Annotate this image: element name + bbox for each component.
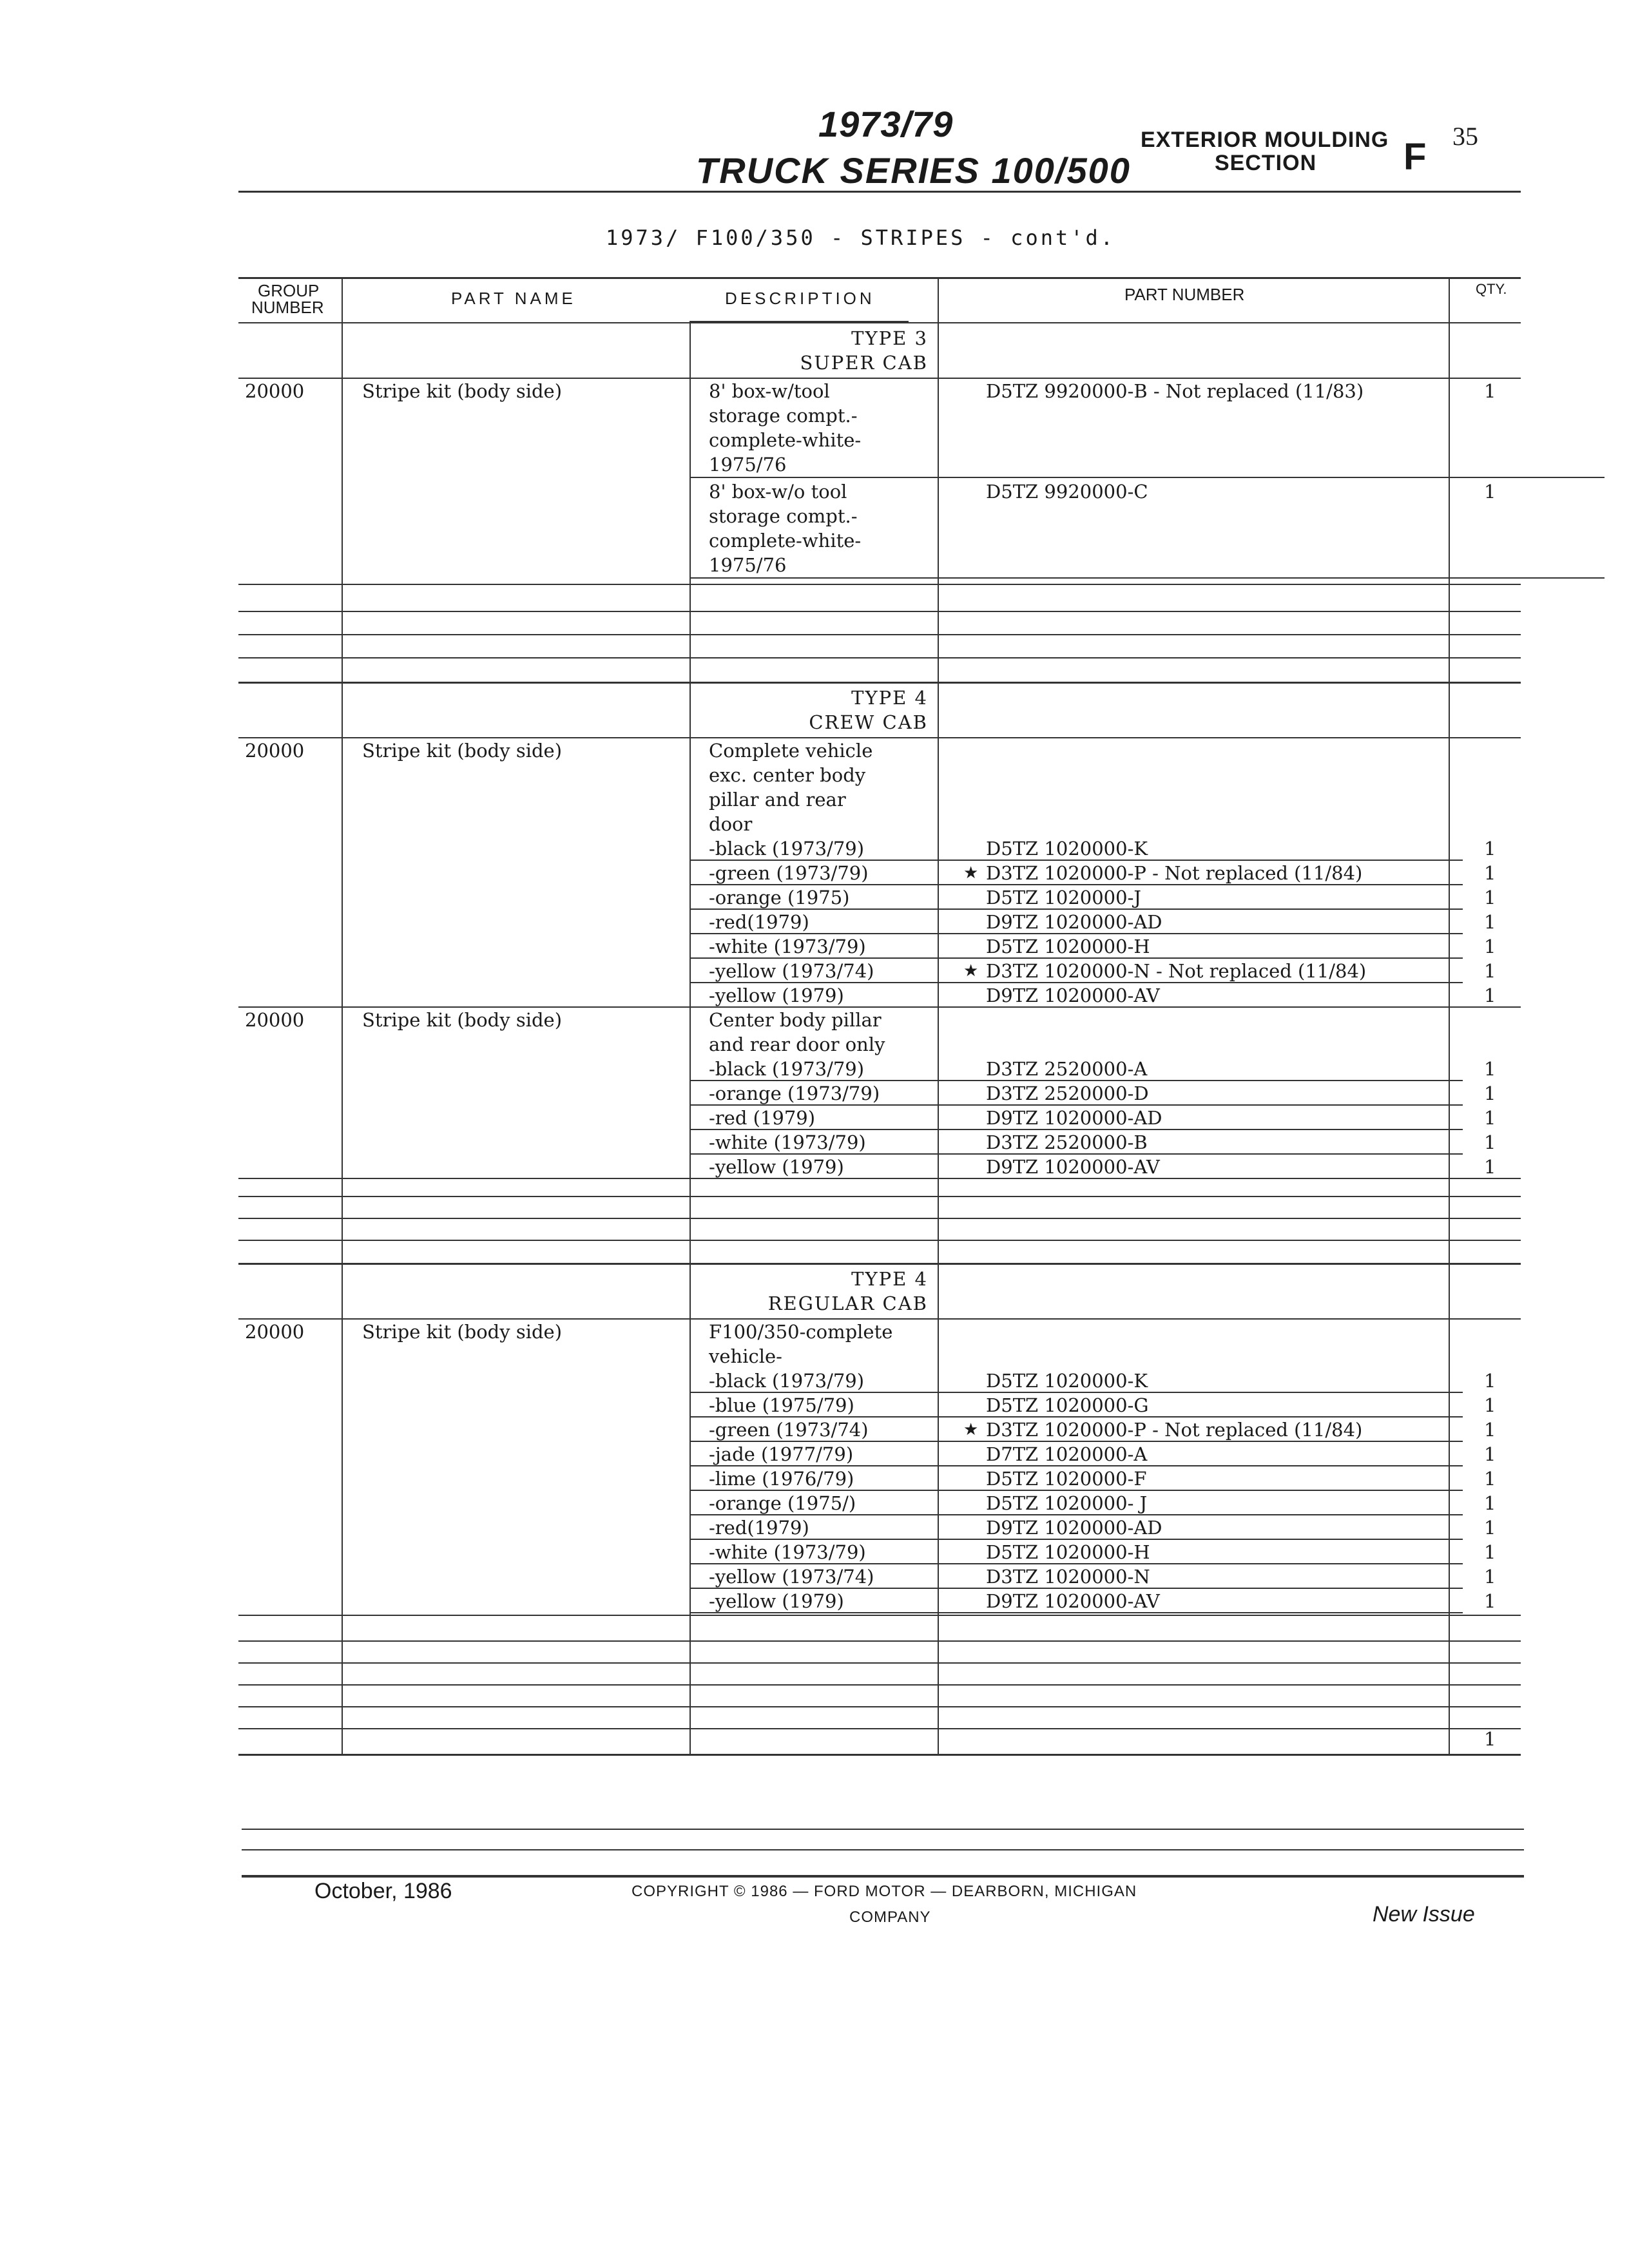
footer-rule-1 [242, 1829, 1524, 1830]
quantity: 1 [1484, 1107, 1496, 1129]
catalog-year: 1973/79 [818, 104, 954, 144]
blank-row-rule [238, 1196, 1521, 1197]
star-marker: ★ [963, 961, 979, 981]
col-rule-name [689, 1265, 691, 1754]
description: -green (1973/79) [709, 862, 869, 884]
type-label: TYPE 4 [851, 687, 928, 709]
table-bottom-rule [238, 1754, 1521, 1756]
quantity: 1 [1484, 1370, 1496, 1392]
description: -yellow (1979) [709, 1590, 844, 1612]
blank-row-rule [238, 657, 1521, 658]
part-number: D5TZ 9920000-C [986, 481, 1148, 503]
quantity: 1 [1484, 1131, 1496, 1153]
cab-label: REGULAR CAB [767, 1293, 928, 1314]
quantity: 1 [1484, 1419, 1496, 1441]
description: -white (1973/79) [709, 1131, 866, 1153]
quantity: 1 [1484, 985, 1496, 1006]
quantity: 1 [1484, 1394, 1496, 1416]
quantity: 1 [1484, 380, 1496, 402]
col-rule-desc [938, 684, 939, 1265]
part-number: D9TZ 1020000-AD [986, 1107, 1162, 1129]
star-marker: ★ [963, 863, 979, 883]
page-subtitle: 1973/ F100/350 - STRIPES - cont'd. [606, 226, 1116, 250]
part-name: Stripe kit (body side) [362, 1321, 563, 1343]
col-rule-desc [938, 1265, 939, 1754]
description-line: and rear door only [709, 1033, 885, 1055]
part-number: D3TZ 1020000-P - Not replaced (11/84) [986, 862, 1363, 884]
group-number: 20000 [245, 740, 305, 762]
quantity: 1 [1484, 838, 1496, 860]
description-line: 8' box-w/o tool [709, 481, 847, 503]
part-name: Stripe kit (body side) [362, 380, 563, 402]
description-line: F100/350-complete [709, 1321, 893, 1343]
col-rule-group [342, 277, 343, 684]
footer-issue: New Issue [1373, 1902, 1475, 1927]
description-line: storage compt.- [709, 405, 858, 427]
description-line: complete-white- [709, 530, 862, 552]
blank-row-rule [238, 1662, 1521, 1664]
part-number: D3TZ 2520000-A [986, 1058, 1148, 1080]
blank-row-rule [238, 1728, 1521, 1729]
description: -yellow (1973/74) [709, 960, 874, 982]
description-line: exc. center body [709, 764, 866, 786]
desc-header-underline [689, 321, 909, 323]
description: -black (1973/79) [709, 1370, 865, 1392]
col-header-part-number: PART NUMBER [1124, 285, 1245, 304]
blank-row-rule [238, 1218, 1521, 1219]
quantity: 1 [1484, 911, 1496, 933]
part-number: D3TZ 1020000-N - Not replaced (11/84) [986, 960, 1367, 982]
description: -white (1973/79) [709, 936, 866, 957]
footer-date: October, 1986 [314, 1879, 452, 1903]
part-number: D3TZ 1020000-N [986, 1566, 1150, 1588]
description-line: Center body pillar [709, 1009, 882, 1031]
part-name: Stripe kit (body side) [362, 740, 563, 762]
quantity: 1 [1484, 1517, 1496, 1539]
part-name: Stripe kit (body side) [362, 1009, 563, 1031]
quantity: 1 [1484, 1443, 1496, 1465]
description: -orange (1973/79) [709, 1082, 880, 1104]
part-number: D9TZ 1020000-AV [986, 1156, 1160, 1178]
description-line: 1975/76 [709, 554, 787, 576]
quantity: 1 [1484, 1590, 1496, 1612]
quantity: 1 [1484, 1156, 1496, 1178]
cab-label: SUPER CAB [800, 352, 928, 374]
quantity: 1 [1484, 1728, 1496, 1750]
part-number: D5TZ 1020000-F [986, 1468, 1147, 1490]
part-number: D9TZ 1020000-AD [986, 1517, 1162, 1539]
footer-copyright: COPYRIGHT © 1986 — FORD MOTOR — DEARBORN, MICHIGAN [631, 1883, 1137, 1900]
col-rule-pn [1449, 684, 1450, 1265]
part-number: D9TZ 1020000-AV [986, 1590, 1160, 1612]
row-rule [689, 577, 1605, 579]
footer-rule-3 [242, 1875, 1524, 1878]
blank-row-rule [238, 1684, 1521, 1686]
col-header-group-line1: GROUP [258, 281, 320, 300]
quantity: 1 [1484, 960, 1496, 982]
description: -black (1973/79) [709, 838, 865, 860]
description-line: 1975/76 [709, 454, 787, 476]
part-number: D5TZ 1020000-K [986, 838, 1148, 860]
section-end-rule [238, 584, 1521, 585]
description: -yellow (1973/74) [709, 1566, 874, 1588]
col-rule-name [689, 322, 691, 684]
col-rule-pn [1449, 1265, 1450, 1754]
blank-row-rule [238, 1706, 1521, 1707]
quantity: 1 [1484, 936, 1496, 957]
description: -red (1979) [709, 1107, 816, 1129]
quantity: 1 [1484, 1492, 1496, 1514]
group-number: 20000 [245, 380, 305, 402]
description: -lime (1976/79) [709, 1468, 854, 1490]
quantity: 1 [1484, 862, 1496, 884]
section-divider [238, 1263, 1521, 1265]
part-number: D5TZ 1020000-G [986, 1394, 1149, 1416]
description: -black (1973/79) [709, 1058, 865, 1080]
col-rule-pn [1449, 277, 1450, 684]
quantity: 1 [1484, 1566, 1496, 1588]
section-name: EXTERIOR MOULDING [1141, 128, 1389, 152]
quantity: 1 [1484, 1082, 1496, 1104]
group-number: 20000 [245, 1321, 305, 1343]
section-label: SECTION [1215, 151, 1317, 175]
blank-row-rule [238, 1240, 1521, 1241]
footer-rule-2 [242, 1849, 1524, 1850]
description-line: vehicle- [709, 1345, 782, 1367]
blank-row-rule [238, 1640, 1521, 1642]
quantity: 1 [1484, 1541, 1496, 1563]
group-rule [238, 1178, 1521, 1179]
page-number: 35 [1452, 122, 1478, 151]
part-number: D9TZ 1020000-AV [986, 985, 1160, 1006]
description: -yellow (1979) [709, 1156, 844, 1178]
row-rule [689, 477, 1605, 478]
description: -white (1973/79) [709, 1541, 866, 1563]
description-line: 8' box-w/tool [709, 380, 830, 402]
description-line: door [709, 813, 753, 835]
description: -orange (1975/) [709, 1492, 856, 1514]
description: -green (1973/74) [709, 1419, 869, 1441]
description: -orange (1975) [709, 887, 850, 908]
description-line: Complete vehicle [709, 740, 873, 762]
part-number: D5TZ 9920000-B - Not replaced (11/83) [986, 380, 1364, 402]
table-top-rule [238, 277, 1521, 279]
col-header-description: DESCRIPTION [725, 289, 875, 308]
blank-row-rule [238, 634, 1521, 635]
description: -blue (1975/79) [709, 1394, 854, 1416]
description: -yellow (1979) [709, 985, 844, 1006]
part-number: D9TZ 1020000-AD [986, 911, 1162, 933]
part-number: D5TZ 1020000-J [986, 887, 1141, 908]
group-rule [238, 1615, 1521, 1616]
part-number: D3TZ 2520000-D [986, 1082, 1149, 1104]
col-rule-group [342, 1265, 343, 1754]
star-marker: ★ [963, 1420, 979, 1439]
col-header-qty: QTY. [1476, 281, 1507, 297]
description: -red(1979) [709, 911, 809, 933]
blank-row-rule [238, 611, 1521, 612]
col-header-group-line2: NUMBER [251, 298, 324, 317]
quantity: 1 [1484, 1058, 1496, 1080]
section-divider [238, 682, 1521, 684]
col-rule-name [689, 684, 691, 1265]
part-number: D5TZ 1020000-H [986, 936, 1150, 957]
col-rule-group [342, 684, 343, 1265]
description-line: pillar and rear [709, 789, 846, 811]
type-label: TYPE 4 [851, 1268, 928, 1290]
part-number: D5TZ 1020000- J [986, 1492, 1148, 1514]
part-number: D5TZ 1020000-H [986, 1541, 1150, 1563]
row-rule [689, 1612, 1463, 1613]
catalog-title: TRUCK SERIES 100/500 [696, 150, 1131, 191]
quantity: 1 [1484, 481, 1496, 503]
col-header-part-name: PART NAME [451, 289, 576, 308]
footer-copyright-company: COMPANY [849, 1908, 931, 1926]
quantity: 1 [1484, 887, 1496, 908]
quantity: 1 [1484, 1468, 1496, 1490]
section-letter: F [1403, 136, 1427, 178]
part-number: D3TZ 1020000-P - Not replaced (11/84) [986, 1419, 1363, 1441]
description: -jade (1977/79) [709, 1443, 854, 1465]
col-rule-desc [938, 277, 939, 684]
description-line: complete-white- [709, 429, 862, 451]
part-number: D3TZ 2520000-B [986, 1131, 1148, 1153]
part-number: D7TZ 1020000-A [986, 1443, 1148, 1465]
cab-label: CREW CAB [809, 711, 928, 733]
part-number: D5TZ 1020000-K [986, 1370, 1148, 1392]
group-number: 20000 [245, 1009, 305, 1031]
header-rule [238, 191, 1521, 193]
description-line: storage compt.- [709, 505, 858, 527]
type-label: TYPE 3 [851, 327, 928, 349]
description: -red(1979) [709, 1517, 809, 1539]
